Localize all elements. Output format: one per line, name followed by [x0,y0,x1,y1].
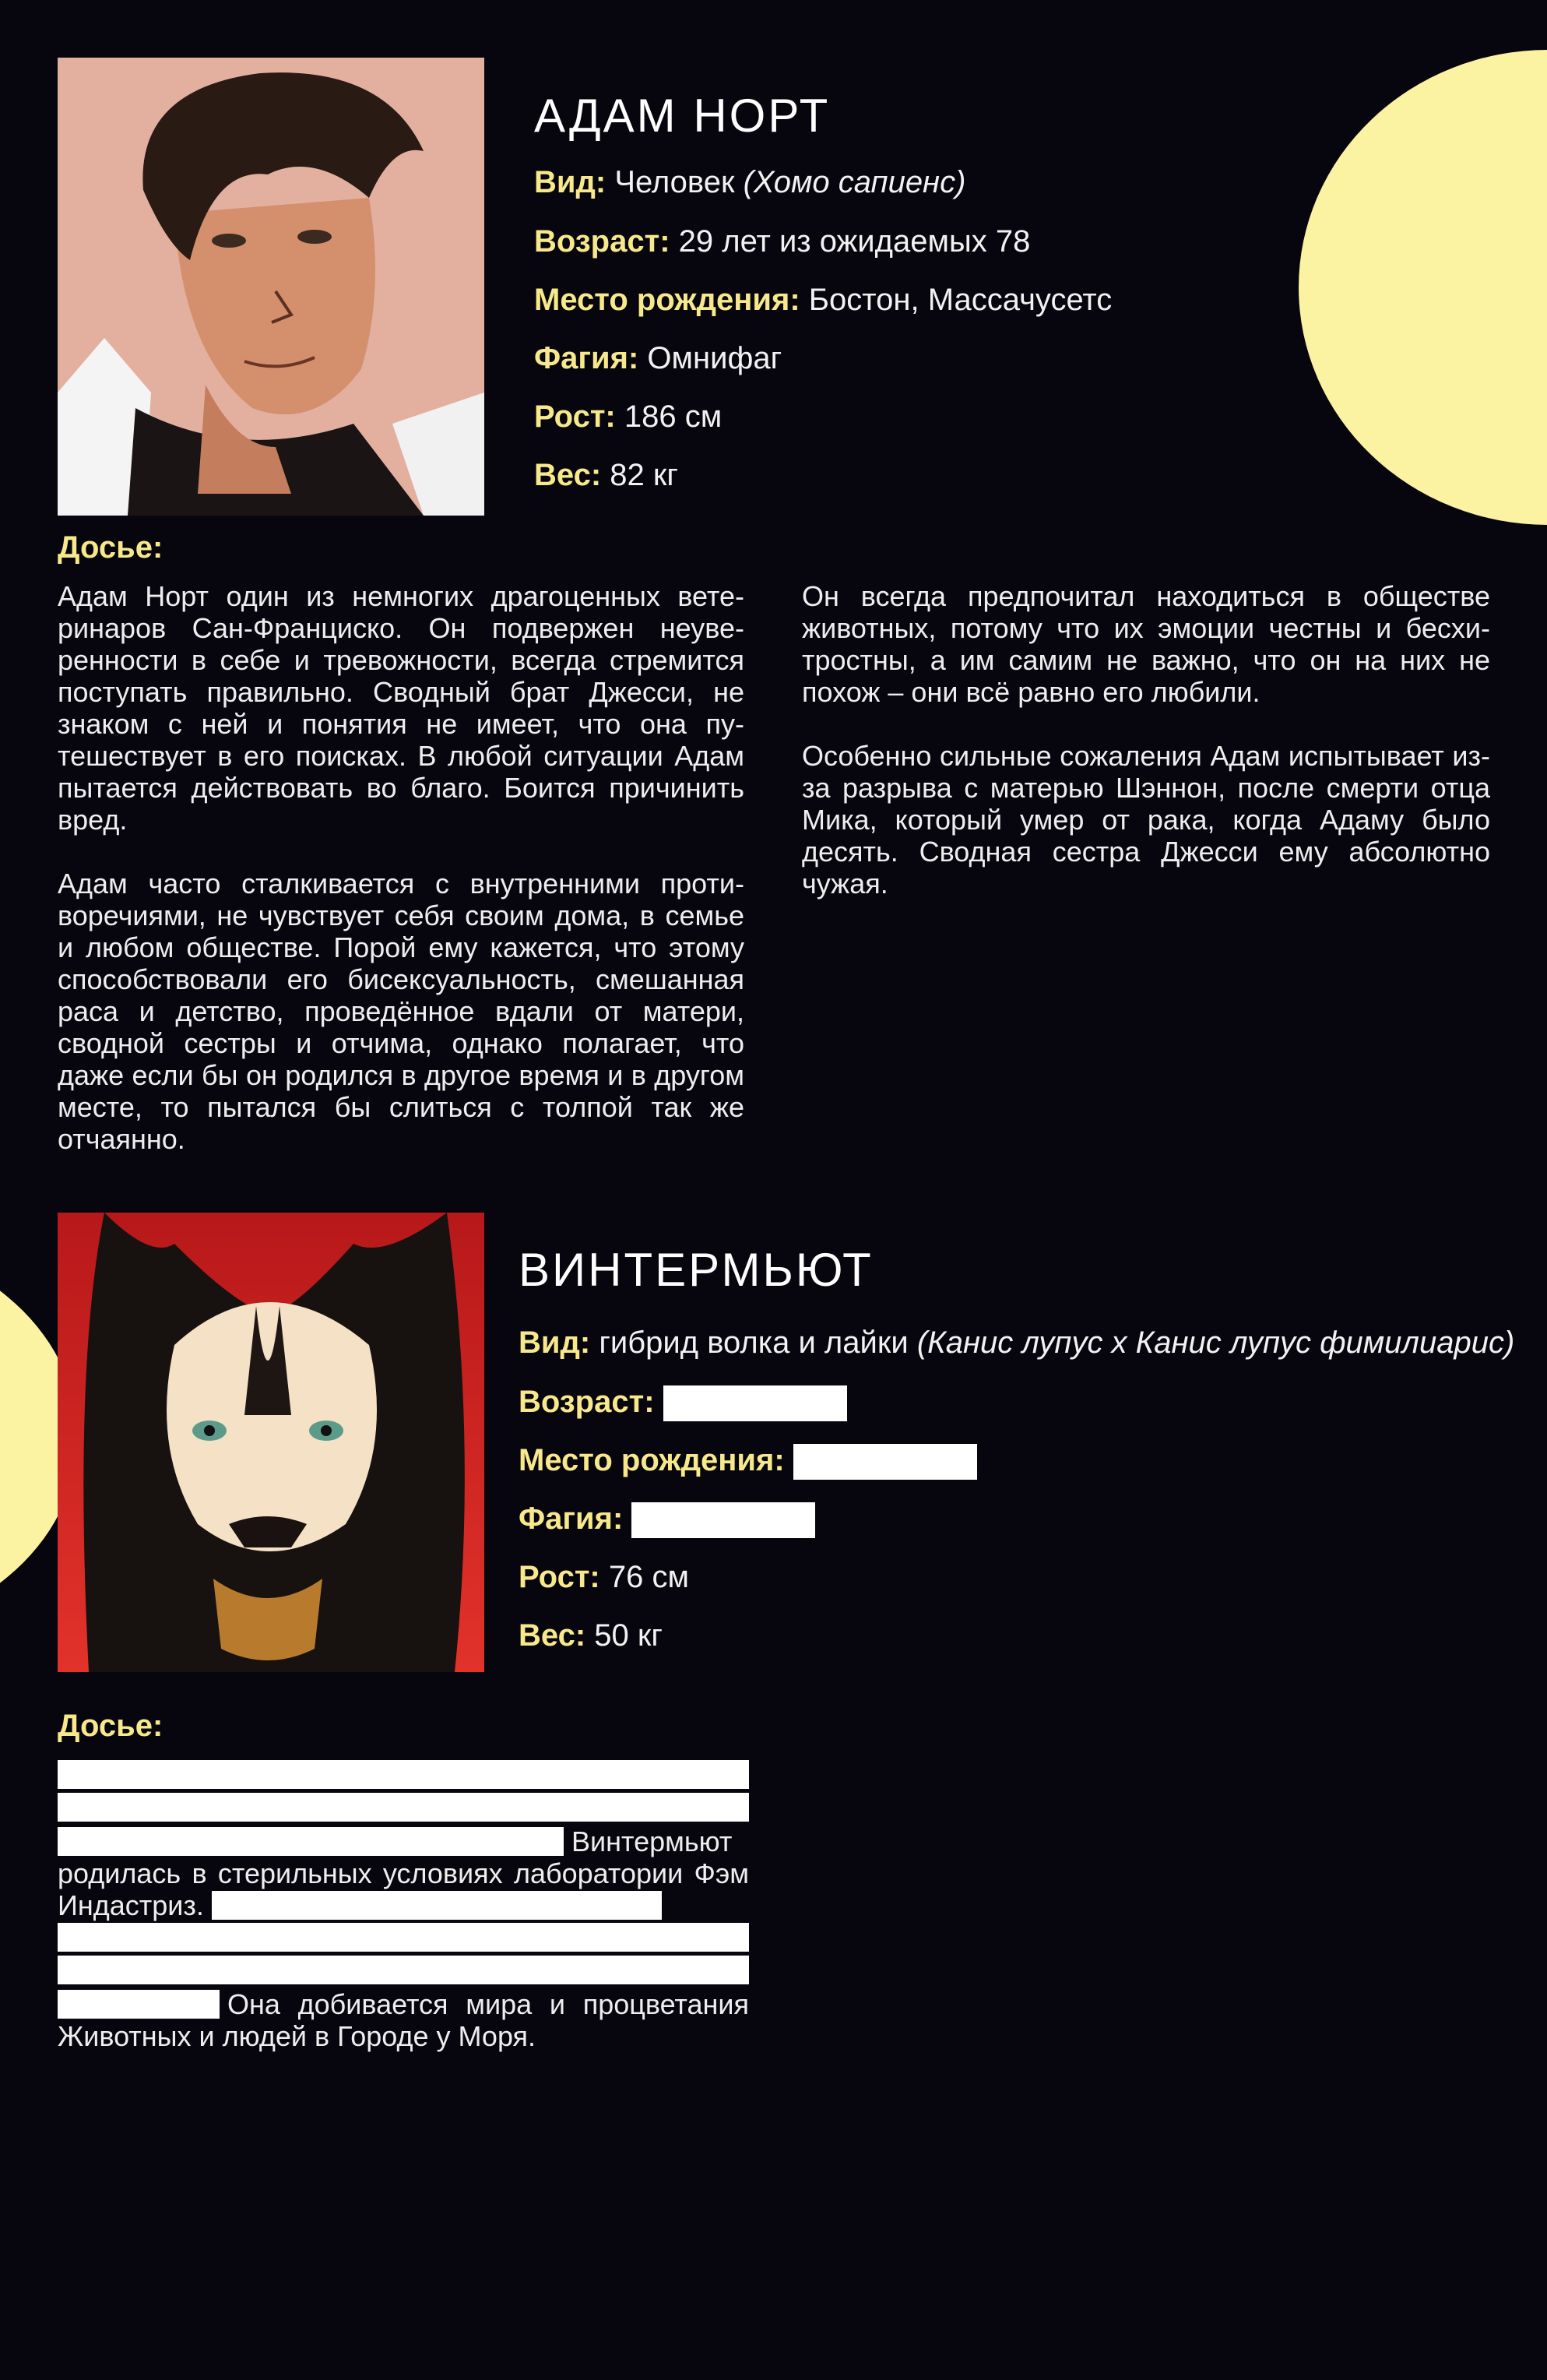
weight-value: 50 кг [594,1618,663,1653]
wintermute-bio [58,1759,749,2052]
weight-label: Вес: [519,1618,586,1653]
wintermute-bio-text: Винтермьют родилась в стерильных условиях лаборатории Фэм Индастриз. [58,1825,749,1921]
birthplace-value: Бостон, Массачусетс [808,283,1113,317]
adam-dossier-label: Досье: [58,530,163,565]
wintermute-bio-text: Она добивается мира и процветания Животных и людей в Городе у Моря. [58,1988,749,2052]
adam-bio-paragraph: Он всегда предпочитал находиться в обществе животных, потому что их эмоции честны и бесхитростны, а им самим не важно, что он на них не похож – они всё равно его любили. [802,580,1490,708]
adam-bio-right-column [802,580,1490,931]
height-value: 186 см [624,400,723,434]
species-value: Человек [614,165,735,199]
wintermute-species-row [519,1326,1514,1361]
wintermute-birthplace-row [519,1443,977,1480]
height-value: 76 см [608,1560,689,1594]
adam-bio-paragraph: Адам часто сталкивается с внутренними противоречиями, не чувствует себя своим дома, в семье и любом обществе. Порой ему кажется, что этому способствовали его бисексуальность, смешанная раса и детство, проведённое вдали от матери, сводной сестры и отчима, однако полагает, что даже если бы он родился в другое время и в другом месте, то пытался бы слиться с толпой так же отчаянно. [58,868,744,1155]
adam-bio-left-column [58,580,744,1187]
species-label: Вид: [534,165,606,199]
age-label: Возраст: [519,1385,655,1419]
height-label: Рост: [534,400,616,434]
phagy-value: Омнифаг [647,341,782,375]
age-label: Возраст: [534,224,670,259]
wintermute-phagy-row [519,1502,815,1538]
redaction-bar [58,1760,749,1789]
adam-phagy-row [534,341,782,376]
adam-height-row [534,400,722,435]
wintermute-dossier-label: Досье: [58,1709,163,1743]
redaction-bar [58,1990,220,2019]
wintermute-name-heading: ВИНТЕРМЬЮТ [519,1244,874,1297]
moon-circle-top [1299,50,1547,525]
adam-portrait [58,58,484,516]
wintermute-age-row [519,1385,847,1421]
redaction-bar [58,1956,749,1984]
redaction-bar [793,1444,977,1480]
height-label: Рост: [519,1560,600,1594]
weight-value: 82 кг [610,458,678,492]
species-label: Вид: [519,1326,591,1360]
redaction-bar [663,1385,847,1421]
redaction-bar [212,1891,662,1920]
wintermute-height-row [519,1560,689,1595]
redaction-bar [631,1502,815,1538]
redaction-bar [58,1793,749,1822]
wintermute-portrait [58,1213,484,1672]
adam-age-row [534,224,1030,259]
weight-label: Вес: [534,458,602,492]
adam-weight-row [534,458,678,493]
redaction-bar [58,1827,564,1856]
phagy-label: Фагия: [519,1502,624,1536]
adam-birthplace-row [534,283,1112,318]
adam-bio-paragraph: Особенно сильные сожаления Адам испытывает из-за разрыва с матерью Шэннон, после смерти отца Мика, который умер от рака, когда Адаму было десять. Сводная сестра Джесси ему абсолютно чужая. [802,740,1490,900]
wintermute-weight-row [519,1618,663,1653]
adam-bio-paragraph: Адам Норт один из немногих драгоценных ветеринаров Сан-Франциско. Он подвержен неуверенности в себе и тревожности, всегда стремится поступать правильно. Сводный брат Джесси, не знаком с ней и понятия не имеет, что она путешествует в его поисках. В любой ситуации Адам пытается действовать во благо. Боится причинить вред. [58,580,744,836]
species-value: гибрид волка и лайки [599,1326,909,1360]
redaction-bar [58,1923,749,1952]
adam-name-heading: АДАМ НОРТ [534,90,831,143]
birthplace-label: Место рождения: [534,283,800,317]
adam-species-row [534,165,965,200]
birthplace-label: Место рождения: [519,1443,785,1477]
species-latin: (Хомо сапиенс) [743,165,966,199]
species-latin: (Канис лупус х Канис лупус фимилиарис) [916,1326,1515,1360]
phagy-label: Фагия: [534,341,639,375]
age-value: 29 лет из ожидаемых 78 [678,224,1031,259]
